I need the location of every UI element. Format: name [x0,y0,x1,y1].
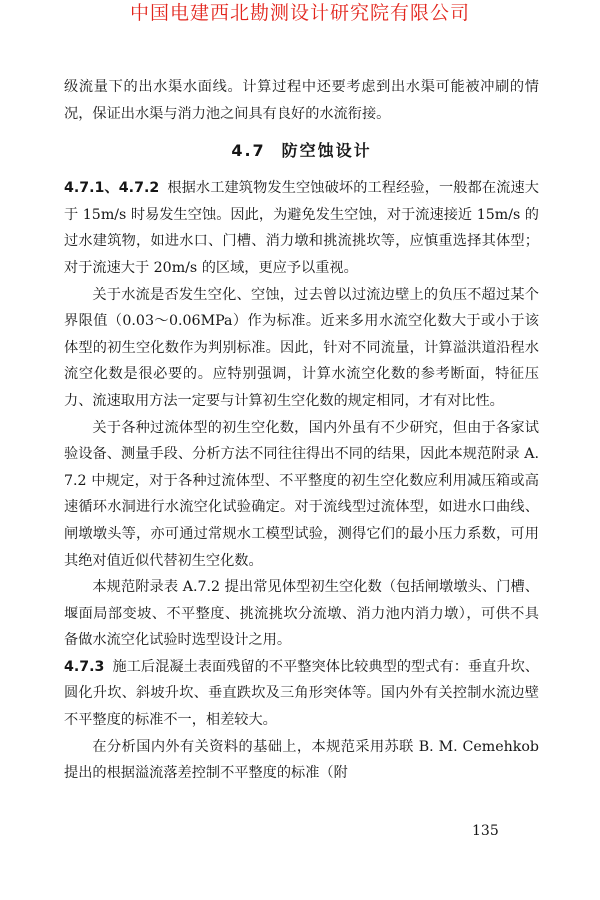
paragraph-text: 关于各种过流体型的初生空化数，国内外虽有不少研究，但由于各家试验设备、测量手段、分析方法不同往往得出不同的结果，因此本规范附录 A.7.2 中规定，对于各种过流体型、不平整度的初生空化数应利用减压箱或高速循环水洞进行水流空化试验确定。对于流线型过流体型，如进水口曲线、闸墩墩头等，亦可通过常规水工模型试验，测得它们的最小压力系数，可用其绝对值近似代替初生空化数。 [64,419,539,569]
watermark: 中国电建西北勘测设计研究院有限公司 [129,2,470,24]
paragraph-text: 关于水流是否发生空化、空蚀，过去曾以过流边壁上的负压不超过某个界限值（0.03～0.06MPa）作为标准。近来多用水流空化数大于或小于该体型的初生空化数作为判别标准。因此，针对不同流量，计算溢洪道沿程水流空化数是很必要的。应特别强调，计算水流空化数的参考断面，特征压力、流速取用方法一定要与计算初生空化数的规定相同，才有对比性。 [64,286,539,409]
paragraph-text: 在分析国内外有关资料的基础上，本规范采用苏联 B. M. Cemehkob 提出的根据溢流落差控制不平整度的标准（附 [64,738,539,782]
paragraph-intro [64,74,539,127]
paragraph-text: 根据水工建筑物发生空蚀破坏的工程经验，一般都在流速大于 15m/s 时易发生空蚀。因此，为避免发生空蚀，对于流速接近 15m/s 的过水建筑物，如进水口、门槽、消力墩和挑流挑坎等，应慎重选择其体型；对于流速大于 20m/s 的区域，更应予以重视。 [64,180,539,276]
section-heading [64,137,539,165]
page-body [64,74,539,787]
paragraph-text: 本规范附录表 A.7.2 提出常见体型初生空化数（包括闸墩墩头、门槽、堰面局部变坡、不平整度、挑流挑坎分流墩、消力池内消力墩），可供不具备做水流空化试验时选型设计之用。 [64,579,539,649]
paragraph-cavitation-criteria [64,282,539,415]
clause-number: 4.7.1、4.7.2 [64,180,160,197]
paragraph-incipient-cavitation [64,415,539,575]
paragraph-text: 施工后混凝土表面残留的不平整突体比较典型的型式有：垂直升坎、圆化升坎、斜坡升坎、垂直跌坎及三角形突体等。国内外有关控制水流边壁不平整度的标准不一，相差较大。 [64,658,539,729]
section-number: 4.7 [231,141,266,161]
paragraph-appendix-table [64,574,539,654]
page-number: 135 [472,823,499,839]
paragraph-text: 级流量下的出水渠水面线。计算过程中还要考虑到出水渠可能被冲刷的情况，保证出水渠与消力池之间具有良好的水流衔接。 [64,79,539,122]
paragraph-clause-4-7-3 [64,654,539,734]
paragraph-clause-4-7-1 [64,175,539,281]
clause-number: 4.7.3 [64,658,105,675]
paragraph-unevenness-standard [64,734,539,787]
section-title: 防空蚀设计 [281,141,372,161]
